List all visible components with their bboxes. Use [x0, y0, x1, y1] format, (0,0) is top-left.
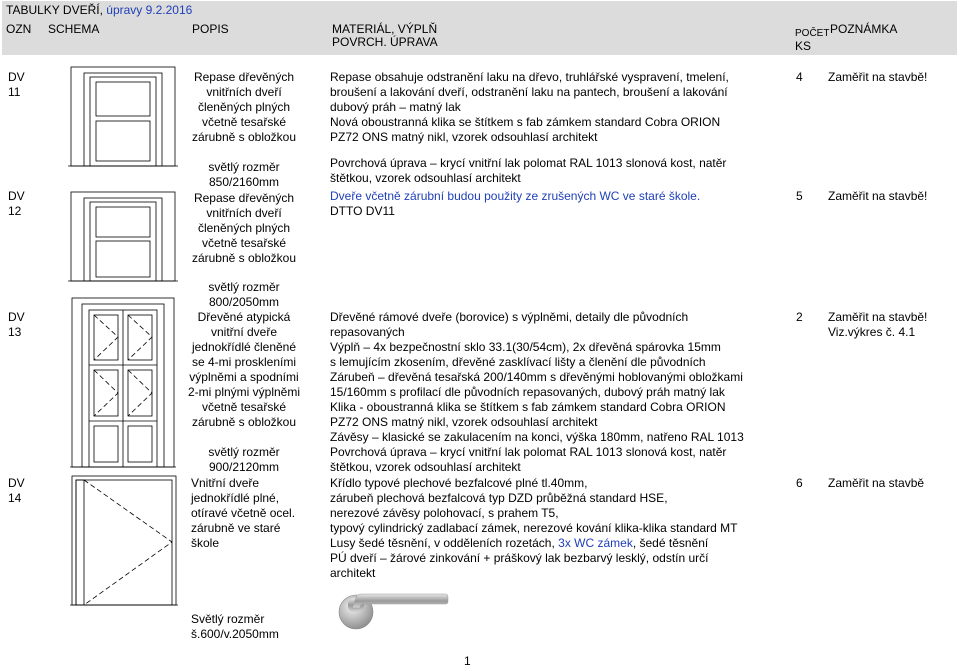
header-ks: KS — [795, 39, 812, 53]
header-schema: SCHEMA — [48, 22, 100, 36]
row-dv14-poznamka: Zaměřit na stavbě — [828, 476, 925, 490]
header-ozn: OZN — [6, 22, 32, 36]
table-header — [2, 19, 957, 55]
row-dv13-material: Dřevěné rámové dveře (borovice) s výplněmi, detaily dle původních repasovaných Výplň – 4x bezpečnostní sklo 33.1(30/54cm), 2x dřevěná spárovka 15mm s lemujícím zkosením, dřevěné zasklívací lišty a členění dle původních Zárubeň – dřevěná tesařská 200/140mm s dřevěnými hoblovanými obložkami 15/160mm s profilací dle původních repasovaných, dubový práh matný lak Klika - oboustranná klika se štítkem s fab zámkem standard Cobra ORION PZ72 ONS matný nikl, vzorek odsouhlasí architekt Závěsy – klasické se zakulacením na konci, výška 180mm, natřeno RAL 1013 Povrchová úprava – krycí vnitřní lak polomat RAL 1013 slonová kost, natěr štětkou, vzorek odsouhlasí architekt — [330, 310, 744, 474]
row-dv12-material: Dveře včetně zárubní budou použity ze zrušených WC ve staré škole. DTTO DV11 — [330, 189, 701, 218]
row-dv13-ozn: DV 13 — [8, 310, 25, 339]
header-popis: POPIS — [192, 22, 229, 36]
door-handle-photo — [330, 584, 450, 634]
row-dv14-popis: Vnitřní dveře jednokřídlé plné, otíravé včetně ocel. zárubně ve staré škole — [191, 476, 296, 550]
version-label: úpravy 9.2.2016 — [106, 3, 193, 17]
wc-lock-highlight: 3x WC zámek — [558, 536, 633, 550]
row-dv14-rozmer: Světlý rozměr š.600/v.2050mm — [191, 612, 279, 641]
row-dv12-ozn: DV 12 — [8, 189, 25, 218]
row-dv12-pocet: 5 — [796, 189, 803, 203]
page-number: 1 — [464, 654, 471, 668]
row-dv14-material: Křídlo typové plechové bezfalcové plné tl.40mm, zárubeň plechová bezfalcová typ DZD průběžná standard HSE, nerezové závěsy polohovací, s prahem T5, typový cylindrický zadlabací zámek, nerezové kování klika-klika standard MT Lusy šedé těsnění, v odděleních rozetách, 3x WC zámek, šedé těsnění PÚ dveří – žárové zinkování + práškový lak bezbarvý lesklý, odstín určí architekt — [330, 476, 738, 580]
header-pocet: POČET — [795, 28, 830, 39]
row-dv11-popis: Repase dřevěných vnitřních dveří členěných plných včetně tesařské zárubně s obložkou světlý rozměr 850/2160mm — [191, 70, 297, 189]
door-schema-dv12 — [68, 190, 178, 282]
row-dv14-ozn: DV 14 — [8, 476, 25, 505]
header-povrch: POVRCH. ÚPRAVA — [332, 35, 438, 49]
row-dv11-material: Repase obsahuje odstranění laku na dřevo, truhlářské vyspravení, tmelení, broušení a lakování dveří, odstranění laku na pantech, broušení a lakování dubový práh – matný lak Nová oboustranná klika se štítkem s fab zámkem standard Cobra ORION PZ72 ONS matný nikl, vzorek odsouhlasí architekt Povrchová úprava – krycí vnitřní lak polomat RAL 1013 slonová kost, natěr štětkou, vzorek odsouhlasí architekt — [330, 70, 729, 185]
door-schema-dv11 — [68, 65, 178, 167]
row-dv11-pocet: 4 — [796, 70, 803, 84]
row-dv13-poznamka: Zaměřit na stavbě! Viz.výkres č. 4.1 — [828, 310, 928, 339]
row-dv12-poznamka: Zaměřit na stavbě! — [828, 189, 928, 203]
row-dv14-pocet: 6 — [796, 476, 803, 490]
row-dv11-ozn: DV 11 — [8, 70, 25, 99]
document-title: TABULKY DVEŘÍ, úpravy 9.2.2016 — [2, 1, 957, 19]
header-material: MATERIÁL, VÝPLŇ — [332, 22, 438, 36]
row-dv11-poznamka: Zaměřit na stavbě! — [828, 70, 928, 84]
row-dv13-popis: Dřevěné atypická vnitřní dveře jednokřídlé členěné se 4-mi proskleními výplněmi a spodními 2-mi plnými výplněmi včetně tesařské zárubně s obložkou světlý rozměr 900/2120mm — [187, 310, 301, 474]
row-dv13-pocet: 2 — [796, 310, 803, 324]
door-schema-dv14 — [70, 474, 178, 606]
header-poznamka: POZNÁMKA — [830, 22, 898, 36]
door-schema-dv13 — [70, 296, 176, 468]
row-dv12-popis: Repase dřevěných vnitřních dveří členěných plných včetně tesařské zárubně s obložkou světlý rozměr 800/2050mm — [191, 191, 297, 309]
